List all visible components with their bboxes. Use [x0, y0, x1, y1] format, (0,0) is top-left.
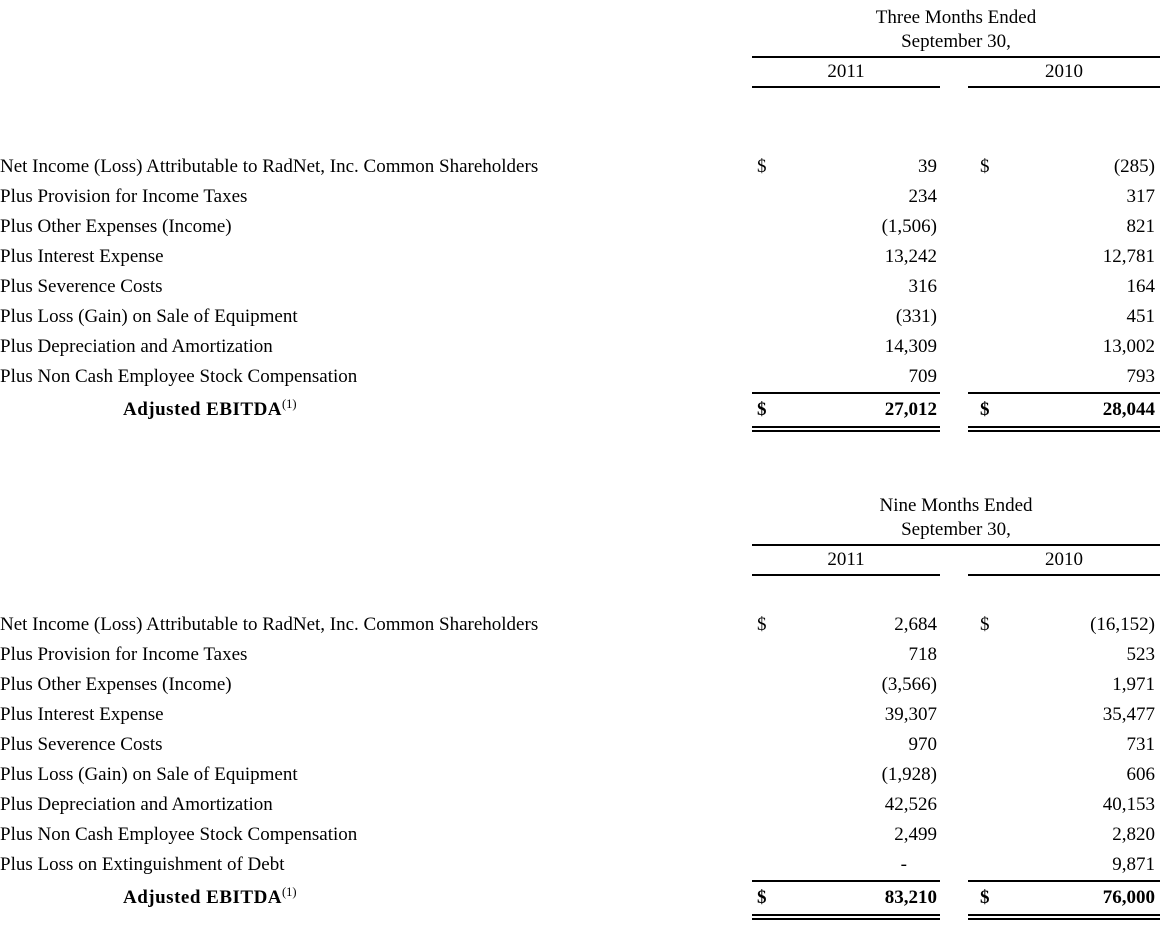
total-label-text: Adjusted EBITDA [123, 887, 283, 908]
value-2010: 821 [1126, 216, 1155, 237]
value-2011: 42,526 [884, 794, 937, 815]
table-row [0, 700, 1172, 730]
cell-2011 [752, 670, 940, 700]
column-gap [940, 212, 968, 242]
value-2011: (1,506) [881, 216, 937, 237]
cell-2011 [752, 332, 940, 362]
total-label [0, 880, 752, 920]
row-label: Plus Depreciation and Amortization [0, 336, 273, 357]
cell-2010 [968, 640, 1160, 670]
cell-2010 [968, 332, 1160, 362]
table-row [0, 850, 1172, 880]
value-2011: 13,242 [884, 246, 937, 267]
value-2011: 14,309 [884, 336, 937, 357]
value-2011: 718 [908, 644, 937, 665]
cell-2011 [752, 850, 940, 880]
value-2011: (3,566) [881, 674, 937, 695]
period-line2: September 30, [901, 519, 1011, 540]
cell-2010 [968, 700, 1160, 730]
total-value-2010: 28,044 [1102, 399, 1155, 420]
value-2011: 39 [918, 156, 937, 177]
value-2010: (16,152) [1090, 614, 1155, 635]
cell-2010 [968, 212, 1160, 242]
cell-2011 [752, 820, 940, 850]
period-line1: Nine Months Ended [879, 495, 1033, 516]
value-2010: (285) [1113, 156, 1155, 177]
row-label: Plus Interest Expense [0, 704, 164, 725]
dollar-sign: $ [757, 614, 767, 635]
adjusted-ebitda-total-row [0, 880, 1172, 920]
column-gap [940, 362, 968, 392]
row-label: Plus Severence Costs [0, 734, 163, 755]
total-cell-2011 [752, 392, 940, 432]
cell-2010 [968, 610, 1160, 640]
cell-2010 [968, 272, 1160, 302]
cell-2011 [752, 790, 940, 820]
value-2010: 9,871 [1112, 854, 1155, 875]
cell-2011 [752, 242, 940, 272]
column-gap [940, 730, 968, 760]
column-gap [940, 670, 968, 700]
value-2011: 709 [908, 366, 937, 387]
dollar-sign: $ [980, 156, 990, 177]
total-value-2011: 83,210 [884, 887, 937, 908]
row-label: Plus Loss on Extinguishment of Debt [0, 854, 285, 875]
cell-2010 [968, 182, 1160, 212]
value-2010: 1,971 [1112, 674, 1155, 695]
table-row [0, 790, 1172, 820]
total-value-2010: 76,000 [1102, 887, 1155, 908]
period-header [752, 6, 1160, 58]
column-gap [940, 392, 968, 432]
row-label: Plus Provision for Income Taxes [0, 186, 248, 207]
value-2011: (1,928) [881, 764, 937, 785]
three-months-table [0, 6, 1172, 432]
table-header [752, 494, 1160, 576]
column-gap [940, 820, 968, 850]
cell-2010 [968, 242, 1160, 272]
column-gap [940, 610, 968, 640]
table-row [0, 272, 1172, 302]
value-2010: 40,153 [1102, 794, 1155, 815]
row-label: Plus Other Expenses (Income) [0, 674, 232, 695]
header-body-spacer [0, 576, 1172, 610]
cell-2010 [968, 152, 1160, 182]
adjusted-ebitda-total-row [0, 392, 1172, 432]
value-2011: 2,684 [894, 614, 937, 635]
value-2010: 793 [1126, 366, 1155, 387]
cell-2011 [752, 640, 940, 670]
column-gap [940, 60, 968, 88]
cell-2011 [752, 730, 940, 760]
total-value-2011: 27,012 [884, 399, 937, 420]
value-2010: 317 [1126, 186, 1155, 207]
value-2011: 316 [908, 276, 937, 297]
total-cell-2011 [752, 880, 940, 920]
value-2010: 606 [1126, 764, 1155, 785]
cell-2010 [968, 302, 1160, 332]
cell-2011 [752, 610, 940, 640]
period-line2: September 30, [901, 31, 1011, 52]
total-label-text: Adjusted EBITDA [123, 399, 283, 420]
cell-2010 [968, 820, 1160, 850]
year-header-2011: 2011 [752, 60, 940, 88]
row-label: Plus Interest Expense [0, 246, 164, 267]
column-gap [940, 242, 968, 272]
row-label: Plus Depreciation and Amortization [0, 794, 273, 815]
cell-2011 [752, 760, 940, 790]
table-row [0, 242, 1172, 272]
value-2011: 2,499 [894, 824, 937, 845]
total-cell-2010 [968, 392, 1160, 432]
footnote-superscript: (1) [282, 885, 297, 899]
row-label: Net Income (Loss) Attributable to RadNet, Inc. Common Shareholders [0, 614, 539, 635]
year-header-row [752, 60, 1160, 88]
cell-2010 [968, 730, 1160, 760]
footnote-superscript: (1) [282, 397, 297, 411]
dollar-sign: $ [980, 399, 990, 420]
year-header-2010: 2010 [968, 548, 1160, 576]
cell-2011 [752, 302, 940, 332]
cell-2010 [968, 790, 1160, 820]
column-gap [940, 760, 968, 790]
row-label: Net Income (Loss) Attributable to RadNet, Inc. Common Shareholders [0, 156, 539, 177]
table-header [752, 6, 1160, 88]
table-row [0, 302, 1172, 332]
value-2011: - [900, 854, 907, 875]
value-2011: 234 [908, 186, 937, 207]
value-2010: 523 [1126, 644, 1155, 665]
value-2010: 12,781 [1102, 246, 1155, 267]
cell-2011 [752, 272, 940, 302]
column-gap [940, 700, 968, 730]
row-label: Plus Loss (Gain) on Sale of Equipment [0, 306, 298, 327]
row-label: Plus Severence Costs [0, 276, 163, 297]
value-2011: (331) [895, 306, 937, 327]
column-gap [940, 880, 968, 920]
column-gap [940, 302, 968, 332]
dollar-sign: $ [980, 614, 990, 635]
dollar-sign: $ [757, 156, 767, 177]
cell-2010 [968, 670, 1160, 700]
cell-2011 [752, 700, 940, 730]
total-label [0, 392, 752, 432]
value-2011: 970 [908, 734, 937, 755]
cell-2011 [752, 362, 940, 392]
table-row [0, 730, 1172, 760]
column-gap [940, 548, 968, 576]
column-gap [940, 272, 968, 302]
column-gap [940, 152, 968, 182]
value-2010: 731 [1126, 734, 1155, 755]
table-row [0, 670, 1172, 700]
year-header-row [752, 548, 1160, 576]
cell-2011 [752, 212, 940, 242]
column-gap [940, 790, 968, 820]
table-row [0, 152, 1172, 182]
table-row [0, 610, 1172, 640]
year-header-2011: 2011 [752, 548, 940, 576]
cell-2010 [968, 760, 1160, 790]
column-gap [940, 850, 968, 880]
row-label: Plus Non Cash Employee Stock Compensation [0, 366, 358, 387]
period-header [752, 494, 1160, 546]
dollar-sign: $ [980, 887, 990, 908]
table-row [0, 182, 1172, 212]
total-cell-2010 [968, 880, 1160, 920]
dollar-sign: $ [757, 399, 767, 420]
table-row [0, 640, 1172, 670]
table-row [0, 212, 1172, 242]
cell-2011 [752, 152, 940, 182]
row-label: Plus Non Cash Employee Stock Compensation [0, 824, 358, 845]
cell-2010 [968, 850, 1160, 880]
row-label: Plus Provision for Income Taxes [0, 644, 248, 665]
column-gap [940, 332, 968, 362]
period-line1: Three Months Ended [875, 7, 1037, 28]
value-2010: 164 [1126, 276, 1155, 297]
cell-2011 [752, 182, 940, 212]
value-2010: 35,477 [1102, 704, 1155, 725]
nine-months-table [0, 494, 1172, 920]
value-2010: 451 [1126, 306, 1155, 327]
value-2010: 2,820 [1112, 824, 1155, 845]
column-gap [940, 640, 968, 670]
value-2011: 39,307 [884, 704, 937, 725]
value-2010: 13,002 [1102, 336, 1155, 357]
dollar-sign: $ [757, 887, 767, 908]
column-gap [940, 182, 968, 212]
row-label: Plus Loss (Gain) on Sale of Equipment [0, 764, 298, 785]
year-header-2010: 2010 [968, 60, 1160, 88]
cell-2010 [968, 362, 1160, 392]
header-body-spacer [0, 88, 1172, 152]
table-row [0, 760, 1172, 790]
table-row [0, 332, 1172, 362]
row-label: Plus Other Expenses (Income) [0, 216, 232, 237]
table-row [0, 820, 1172, 850]
table-row [0, 362, 1172, 392]
